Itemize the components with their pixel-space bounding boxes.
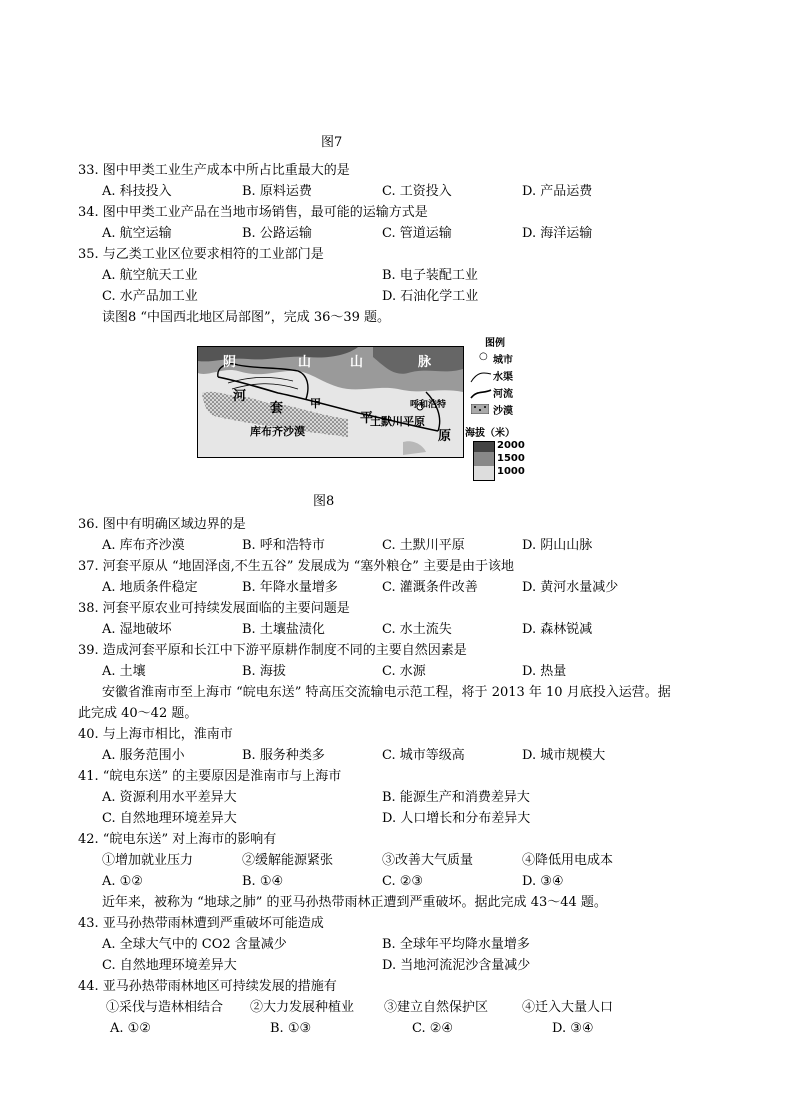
q37-option-c[interactable]: C. 灌溉条件改善 [382,580,478,595]
map-label-tumochuan-plain: 土默川平原 [370,415,425,428]
q33-option-a[interactable]: A. 科技投入 [102,184,172,199]
map-label-he: 河 [233,389,247,404]
q43-option-d[interactable]: D. 当地河流泥沙含量减少 [382,958,531,973]
legend-city: 城市 [493,355,513,366]
q37-stem: 37. 河套平原从 “地固泽卤,不生五谷” 发展成为 “塞外粮仓” 主要是由于该地 [78,559,515,574]
q39-stem: 39. 造成河套平原和长江中下游平原耕作制度不同的主要自然因素是 [78,643,467,658]
q35-option-a[interactable]: A. 航空航天工业 [102,268,198,283]
desert-icon [471,404,489,414]
q38-option-c[interactable]: C. 水土流失 [382,622,452,637]
q44-option-b[interactable]: B. ①③ [270,1021,312,1036]
legend-alt-1000: 1000 [497,466,525,477]
city-icon: ○ [479,351,488,362]
q44-option-c[interactable]: C. ②④ [412,1021,454,1036]
q36-option-b[interactable]: B. 呼和浩特市 [242,538,325,553]
map-label-ping: 平 [360,411,374,426]
map-label-shan-1: 山 [298,355,312,370]
northwest-china-map [197,346,464,458]
q37-option-a[interactable]: A. 地质条件稳定 [102,580,198,595]
canal-icon [469,370,493,384]
q34-option-d[interactable]: D. 海洋运输 [522,226,593,241]
q35-option-b[interactable]: B. 电子装配工业 [382,268,478,283]
q38-option-b[interactable]: B. 土壤盐渍化 [242,622,325,637]
q40-option-b[interactable]: B. 服务种类多 [242,748,325,763]
q37-option-d[interactable]: D. 黄河水量减少 [522,580,619,595]
q43-option-b[interactable]: B. 全球年平均降水量增多 [382,937,530,952]
q44-option-a[interactable]: A. ①② [110,1021,151,1036]
river-icon [469,386,493,400]
q42-item-4: ④降低用电成本 [522,853,614,868]
q35-option-c[interactable]: C. 水产品加工业 [102,289,198,304]
q43-option-a[interactable]: A. 全球大气中的 CO2 含量减少 [102,937,287,952]
q34-stem: 34. 图中甲类工业产品在当地市场销售，最可能的运输方式是 [78,205,428,220]
legend-altitude: 海拔（米） [465,428,515,439]
q34-option-a[interactable]: A. 航空运输 [102,226,172,241]
q38-stem: 38. 河套平原农业可持续发展面临的主要问题是 [78,601,350,616]
q43-option-c[interactable]: C. 自然地理环境差异大 [102,958,237,973]
q42-item-2: ②缓解能源紧张 [242,853,334,868]
q41-option-a[interactable]: A. 资源利用水平差异大 [102,790,237,805]
legend-desert: 沙漠 [493,406,513,417]
q36-option-d[interactable]: D. 阴山山脉 [522,538,593,553]
figure-8-intro: 读图8 “中国西北地区局部图”，完成 36～39 题。 [102,310,391,325]
q44-stem: 44. 亚马孙热带雨林地区可持续发展的措施有 [78,979,337,994]
q42-item-1: ①增加就业压力 [102,853,194,868]
intro-43: 近年来，被称为 “地球之肺” 的亚马孙热带雨林正遭到严重破坏。据此完成 43～44 题。 [102,895,607,910]
q36-stem: 36. 图中有明确区域边界的是 [78,517,246,532]
map-label-shan-2: 山 [350,355,364,370]
figure-8-caption: 图8 [313,494,335,509]
map-label-jia: 甲 [310,397,321,410]
map-label-tao: 套 [270,401,284,416]
q44-item-1: ①采伐与造林相结合 [106,1000,224,1015]
q44-item-4: ④迁入大量人口 [522,1000,614,1015]
q33-option-d[interactable]: D. 产品运费 [522,184,593,199]
map-label-mai: 脉 [418,355,432,370]
intro-40-line-1: 安徽省淮南市至上海市 “皖电东送” 特高压交流输电示范工程，将于 2013 年 10 月底投入运营。据 [102,685,671,700]
q40-stem: 40. 与上海市相比，淮南市 [78,727,233,742]
figure-7-caption: 图7 [321,135,343,150]
legend-alt-2000: 2000 [497,440,525,451]
q41-option-d[interactable]: D. 人口增长和分布差异大 [382,811,531,826]
q39-option-a[interactable]: A. 土壤 [102,664,146,679]
q40-option-c[interactable]: C. 城市等级高 [382,748,465,763]
q42-option-d[interactable]: D. ③④ [522,874,564,889]
q42-option-c[interactable]: C. ②③ [382,874,424,889]
q44-option-d[interactable]: D. ③④ [552,1021,594,1036]
q35-option-d[interactable]: D. 石油化学工业 [382,289,479,304]
q34-option-b[interactable]: B. 公路运输 [242,226,312,241]
q36-option-a[interactable]: A. 库布齐沙漠 [102,538,185,553]
q33-option-b[interactable]: B. 原料运费 [242,184,312,199]
q33-stem: 33. 图中甲类工业生产成本中所占比重最大的是 [78,163,350,178]
map-label-hohhot: 呼和浩特 [410,400,447,410]
q39-option-d[interactable]: D. 热量 [522,664,567,679]
legend-alt-1500: 1500 [497,453,525,464]
q35-stem: 35. 与乙类工业区位要求相符的工业部门是 [78,247,324,262]
map-legend [465,334,535,484]
map-label-yuan: 原 [438,429,452,444]
q39-option-c[interactable]: C. 水源 [382,664,426,679]
q39-option-b[interactable]: B. 海拔 [242,664,286,679]
q41-stem: 41. “皖电东送” 的主要原因是淮南市与上海市 [78,769,342,784]
legend-title: 图例 [485,338,505,349]
q36-option-c[interactable]: C. 土默川平原 [382,538,465,553]
q44-item-3: ③建立自然保护区 [384,1000,489,1015]
q40-option-a[interactable]: A. 服务范围小 [102,748,185,763]
q34-option-c[interactable]: C. 管道运输 [382,226,452,241]
q43-stem: 43. 亚马孙热带雨林遭到严重破坏可能造成 [78,916,324,931]
map-label-yin: 阴 [223,355,237,370]
q41-option-b[interactable]: B. 能源生产和消费差异大 [382,790,530,805]
q38-option-a[interactable]: A. 湿地破坏 [102,622,172,637]
q40-option-d[interactable]: D. 城市规模大 [522,748,606,763]
q42-option-a[interactable]: A. ①② [102,874,143,889]
intro-40-line-2: 此完成 40～42 题。 [78,706,198,721]
q42-option-b[interactable]: B. ①④ [242,874,284,889]
q38-option-d[interactable]: D. 森林锐减 [522,622,593,637]
legend-canal: 水渠 [493,372,513,383]
q41-option-c[interactable]: C. 自然地理环境差异大 [102,811,237,826]
altitude-scale [473,441,495,481]
map-label-kubuqi-desert: 库布齐沙漠 [250,425,305,438]
q33-option-c[interactable]: C. 工资投入 [382,184,452,199]
q42-item-3: ③改善大气质量 [382,853,474,868]
q44-item-2: ②大力发展种植业 [250,1000,355,1015]
q42-stem: 42. “皖电东送” 对上海市的影响有 [78,832,277,847]
legend-river: 河流 [493,389,513,400]
q37-option-b[interactable]: B. 年降水量增多 [242,580,338,595]
